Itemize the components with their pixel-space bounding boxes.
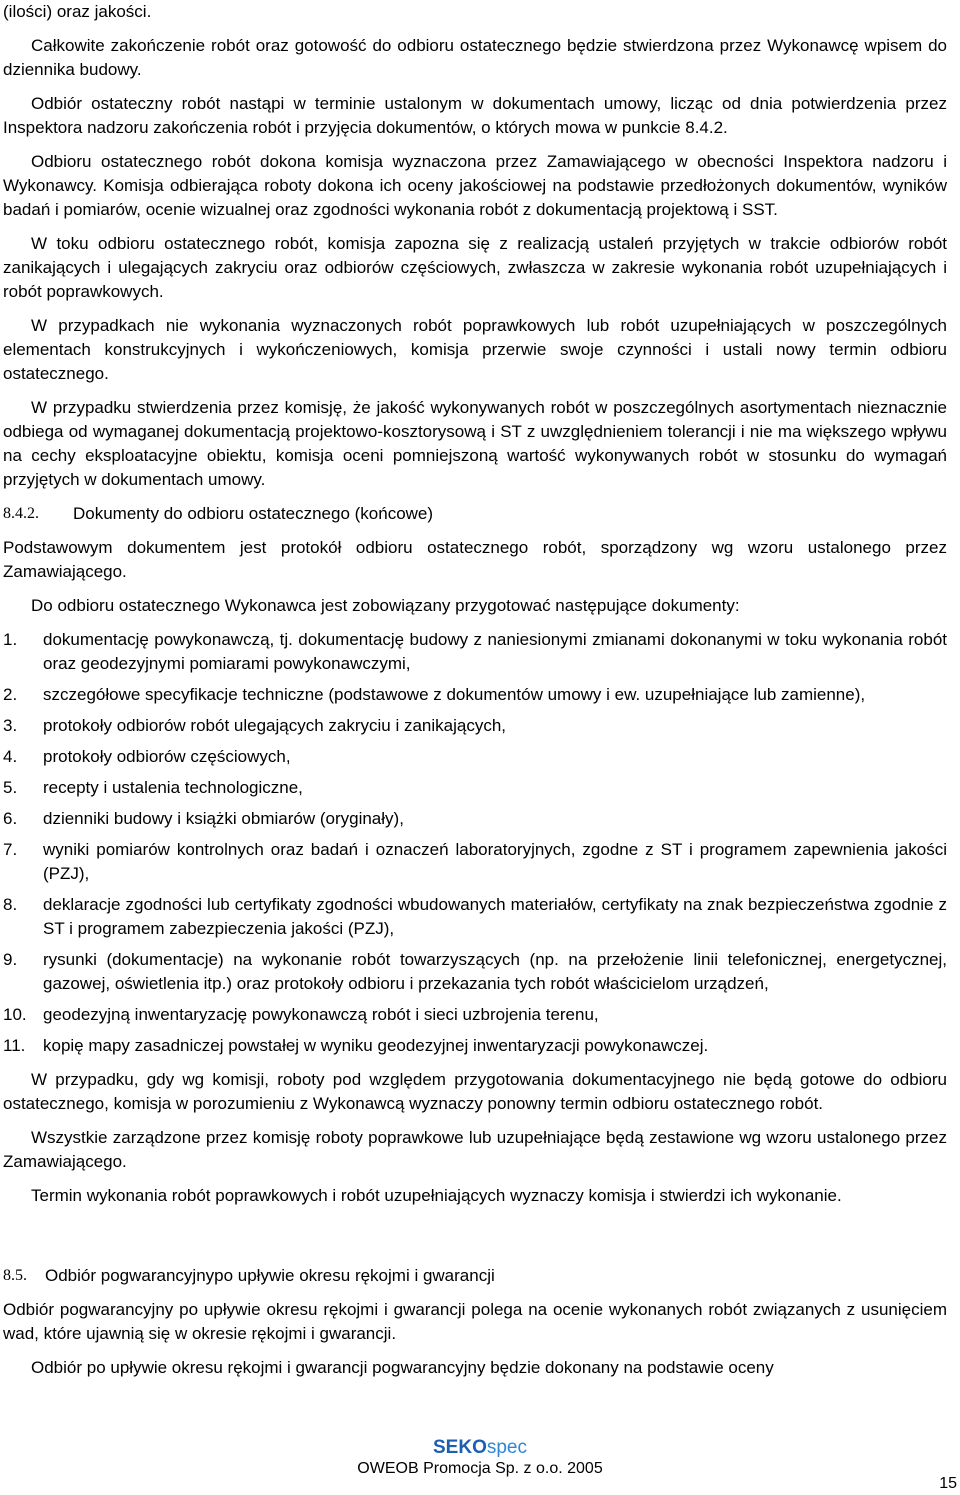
list-number: 10. [3,1005,27,1024]
section-heading-85 [3,1264,947,1288]
list-number: 11. [3,1036,26,1055]
paragraph-documents-lead: Do odbioru ostatecznego Wykonawca jest zobowiązany przygotować następujące dokumenty: [31,596,740,615]
list-number: 7. [3,840,18,859]
logo-part-seko: SEKO [433,1437,487,1458]
list-text: protokoły odbiorów robót ulegających zakryciu i zanikających, [43,716,507,735]
page-number: 15 [939,1475,957,1492]
paragraph-final-acceptance-date: Odbiór ostateczny robót nastąpi w terminie ustalonym w dokumentach umowy, licząc od dnia potwierdzenia przez Inspektora nadzoru zakończenia robót i przyjęcia dokumentów, o których mowa w punkcie 8.4.2. [3,94,947,137]
paragraph-corrective-works: Wszystkie zarządzone przez komisję roboty poprawkowe lub uzupełniające będą zestawione wg wzoru ustalonego przez Zamawiającego. [3,1128,947,1171]
list-number: 3. [3,716,18,735]
paragraph-completion: Całkowite zakończenie robót oraz gotowość do odbioru ostatecznego będzie stwierdzona przez Wykonawcę wpisem do dziennika budowy. [3,36,947,79]
paragraph-incomplete-works: W przypadkach nie wykonania wyznaczonych robót poprawkowych lub robót uzupełniających w poszczególnych elementach konstrukcyjnych i wykończeniowych, komisja przerwie swoje czynności i ustali nowy termin odbioru ostatecznego. [3,316,947,383]
logo-part-spec: spec [486,1437,527,1458]
list-number: 9. [3,950,18,969]
list-text: rysunki (dokumentacje) na wykonanie robót towarzyszących (np. na przełożenie linii telefonicznej, energetycznej, gazowej, oświetlenia itp.) oraz protokoły odbioru i przekazania tych robót właścicielom urządzeń, [43,950,947,993]
list-item [3,714,947,738]
list-text: wyniki pomiarów kontrolnych oraz badań i oznaczeń laboratoryjnych, zgodne z ST i programem zapewnienia jakości (PZJ), [43,840,947,883]
paragraph-deadline: Termin wykonania robót poprawkowych i robót uzupełniających wyznaczy komisja i stwierdzi ich wykonanie. [31,1186,842,1205]
section-heading-842 [3,502,947,526]
list-text: recepty i ustalenia technologiczne, [43,778,303,797]
paragraph-basic-document: Podstawowym dokumentem jest protokół odbioru ostatecznego robót, sporządzony wg wzoru ustalonego przez Zamawiającego. [3,538,947,581]
list-item [3,745,947,769]
list-number: 6. [3,809,18,828]
list-text: kopię mapy zasadniczej powstałej w wyniku geodezyjnej inwentaryzacji powykonawczej. [43,1036,709,1055]
paragraph-continuation: (ilości) oraz jakości. [3,2,152,21]
list-text: geodezyjną inwentaryzację powykonawczą robót i sieci uzbrojenia terenu, [43,1005,599,1024]
paragraph-commission: Odbioru ostatecznego robót dokona komisja wyznaczona przez Zamawiającego w obecności Inspektora nadzoru i Wykonawcy. Komisja odbierająca roboty dokona ich oceny jakościowej na podstawie przedłożonych dokumentów, wyników badań i pomiarów, ocenie wizualnej oraz zgodności wykonania robót z dokumentacją projektową i SST. [3,152,947,219]
list-item [3,838,947,886]
list-item [3,776,947,800]
section-spacer [3,1218,947,1260]
list-number: 4. [3,747,18,766]
paragraph-warranty-basis: Odbiór po upływie okresu rękojmi i gwarancji pogwarancyjny będzie dokonany na podstawie oceny [31,1358,774,1377]
paragraph-not-ready: W przypadku, gdy wg komisji, roboty pod względem przygotowania dokumentacyjnego nie będą gotowe do odbioru ostatecznego, komisja w porozumieniu z Wykonawcą wyznaczy ponowny termin odbioru ostatecznego robót. [3,1070,947,1113]
list-item [3,628,947,676]
section-title: Dokumenty do odbioru ostatecznego (końcowe) [73,504,434,523]
list-item [3,893,947,941]
paragraph-quality-deviation: W przypadku stwierdzenia przez komisję, że jakość wykonywanych robót w poszczególnych asortymentach nieznacznie odbiega od wymaganej dokumentacją projektowo-kosztorysową i ST z uwzględnieniem tolerancji i nie ma większego wpływu na cechy eksploatacyjne obiektu, komisja oceni pomniejszoną wartość wykonywanych robót w stosunku do wymagań przyjętych w dokumentach umowy. [3,398,947,489]
documents-list [3,628,947,1058]
footer-company: OWEOB Promocja Sp. z o.o. 2005 [357,1460,603,1477]
list-text: dokumentację powykonawczą, tj. dokumentację budowy z naniesionymi zmianami dokonanymi w toku wykonania robót oraz geodezyjnymi pomiarami powykonawczymi, [43,630,947,673]
section-number: 8.4.2. [3,505,39,522]
paragraph-warranty-acceptance: Odbiór pogwarancyjny po upływie okresu rękojmi i gwarancji polega na ocenie wykonanych robót związanych z usunięciem wad, które ujawnią się w okresie rękojmi i gwarancji. [3,1300,947,1343]
paragraph-review-course: W toku odbioru ostatecznego robót, komisja zapozna się z realizacją ustaleń przyjętych w trakcie odbiorów robót zanikających i ulegających zakryciu oraz odbiorów częściowych, zwłaszcza w zakresie wykonania robót uzupełniających i robót poprawkowych. [3,234,947,301]
list-number: 8. [3,895,18,914]
list-number: 5. [3,778,18,797]
list-number: 2. [3,685,18,704]
list-number: 1. [3,630,18,649]
sekospec-logo [0,1437,960,1459]
list-text: deklaracje zgodności lub certyfikaty zgodności wbudowanych materiałów, certyfikaty na znak bezpieczeństwa zgodnie z ST i programem zabezpieczenia jakości (PZJ), [43,895,947,938]
section-number: 8.5. [3,1267,27,1284]
page-footer [0,1437,960,1479]
list-item [3,683,947,707]
list-text: dzienniki budowy i książki obmiarów (oryginały), [43,809,404,828]
list-item [3,807,947,831]
list-text: protokoły odbiorów częściowych, [43,747,291,766]
section-title: Odbiór pogwarancyjnypo upływie okresu rękojmi i gwarancji [45,1266,495,1285]
list-item [3,1034,947,1058]
list-item [3,948,947,996]
list-item [3,1003,947,1027]
page-content [3,0,947,1390]
list-text: szczegółowe specyfikacje techniczne (podstawowe z dokumentów umowy i ew. uzupełniające lub zamienne), [43,685,866,704]
